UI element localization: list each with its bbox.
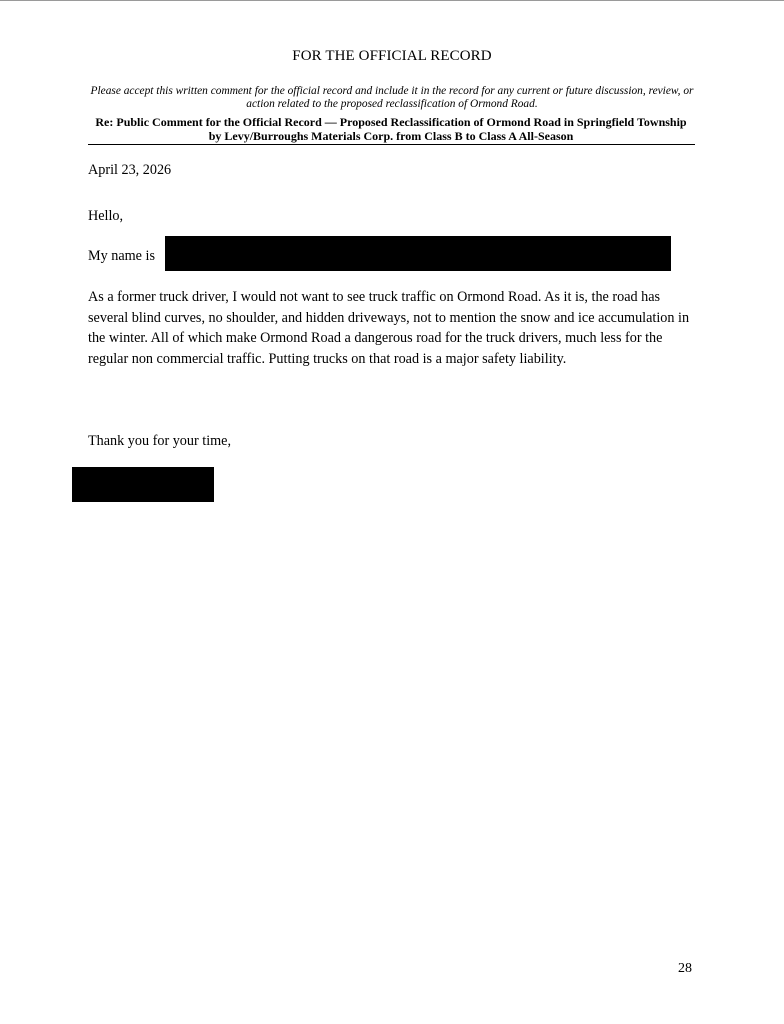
redacted-name-block: [165, 236, 671, 271]
greeting: Hello,: [88, 208, 124, 224]
closing-line: Thank you for your time,: [88, 433, 232, 449]
page-number: 28: [678, 961, 692, 976]
comment-body-paragraph: As a former truck driver, I would not want to see truck traffic on Ormond Road. As it is, the road has several blind curves, no shoulder, and hidden driveways, not to mention the snow and ice accumulation in the winter. All of which make Ormond Road a dangerous road for the truck drivers, much less for the regular non commercial traffic. Putting trucks on that road is a major safety liability.: [88, 289, 690, 367]
redacted-signature-block: [72, 467, 214, 502]
letter-date: April 23, 2026: [88, 162, 172, 178]
page-top-border: [0, 0, 784, 1]
page-title: FOR THE OFFICIAL RECORD: [292, 48, 492, 64]
name-intro-line: My name is: [88, 248, 155, 264]
subject-line: Re: Public Comment for the Official Record — Proposed Reclassification of Ormond Road in Springfield Township by Levy/Burroughs Materials Corp. from Class B to Class A All-Season: [95, 115, 687, 143]
record-request-note: Please accept this written comment for the official record and include it in the record for any current or future discussion, review, or action related to the proposed reclassification of Ormond Road.: [90, 85, 694, 111]
header-divider: [88, 144, 695, 145]
